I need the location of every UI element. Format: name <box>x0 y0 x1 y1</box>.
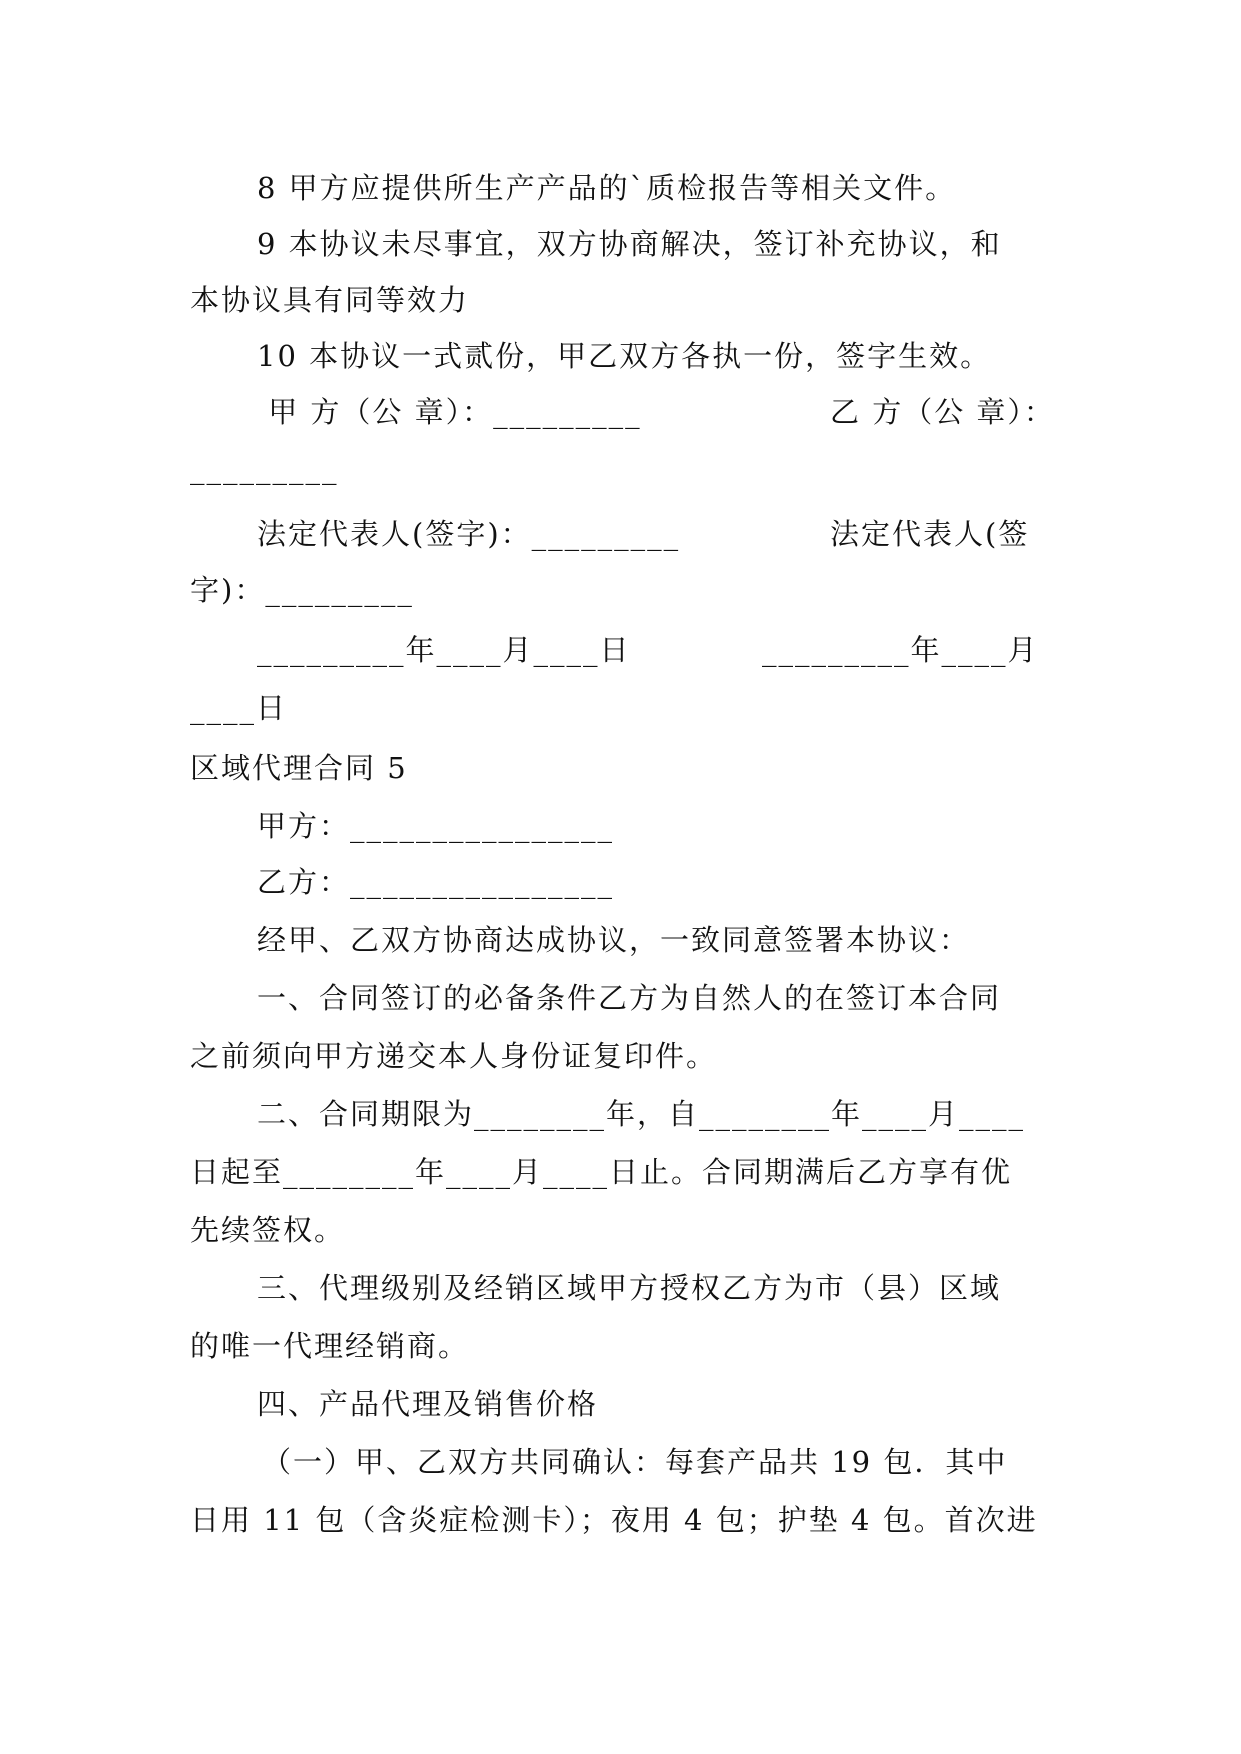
clause-10: 10 本协议一式贰份，甲乙双方各执一份，签字生效。 <box>257 339 992 373</box>
clause-8: 8 甲方应提供所生产产品的`质检报告等相关文件。 <box>257 171 957 205</box>
section-2-line-3: 先续签权。 <box>190 1213 346 1247</box>
section-1-line-2: 之前须向甲方递交本人身份证复印件。 <box>190 1039 718 1073</box>
party-b-seal-line: 乙 方（公 章）： <box>830 395 1055 429</box>
party-a-seal-line: 甲 方（公 章）：_________ <box>257 395 642 429</box>
agreement-intro: 经甲、乙双方协商达成协议，一致同意签署本协议： <box>257 923 971 957</box>
party-a-date-line: _________年____月____日 <box>257 633 631 667</box>
section-2-line-2: 日起至________年____月____日止。合同期满后乙方享有优 <box>190 1155 1013 1189</box>
section-4-1-line-1: （一）甲、乙双方共同确认：每套产品共 19 包．其中 <box>262 1445 1008 1479</box>
section-3-line-2: 的唯一代理经销商。 <box>190 1329 470 1363</box>
contract-title: 区域代理合同 5 <box>190 751 408 785</box>
party-b-representative-line: 法定代表人(签 <box>830 517 1030 551</box>
clause-9-line-1: 9 本协议未尽事宜，双方协商解决，签订补充协议，和 <box>257 227 1002 261</box>
section-3-line-1: 三、代理级别及经销区域甲方授权乙方为市（县）区域 <box>257 1271 1002 1305</box>
party-b-date-line: _________年____月 <box>762 633 1039 667</box>
party-b-seal-blank: _________ <box>190 451 339 485</box>
party-a-representative-line: 法定代表人(签字)：_________ <box>257 517 681 551</box>
section-4-heading: 四、产品代理及销售价格 <box>257 1387 599 1421</box>
party-b-date-day: ____日 <box>190 691 288 725</box>
party-b-representative-blank: 字)：_________ <box>190 573 414 607</box>
section-1-line-1: 一、合同签订的必备条件乙方为自然人的在签订本合同 <box>257 981 1002 1015</box>
party-a-field: 甲方：________________ <box>257 809 615 843</box>
party-b-field: 乙方：________________ <box>257 865 615 899</box>
section-4-1-line-2: 日用 11 包（含炎症检测卡）；夜用 4 包；护垫 4 包。首次进 <box>190 1503 1038 1537</box>
section-2-line-1: 二、合同期限为________年，自________年____月____ <box>257 1097 1026 1131</box>
clause-9-line-2: 本协议具有同等效力 <box>190 283 470 317</box>
